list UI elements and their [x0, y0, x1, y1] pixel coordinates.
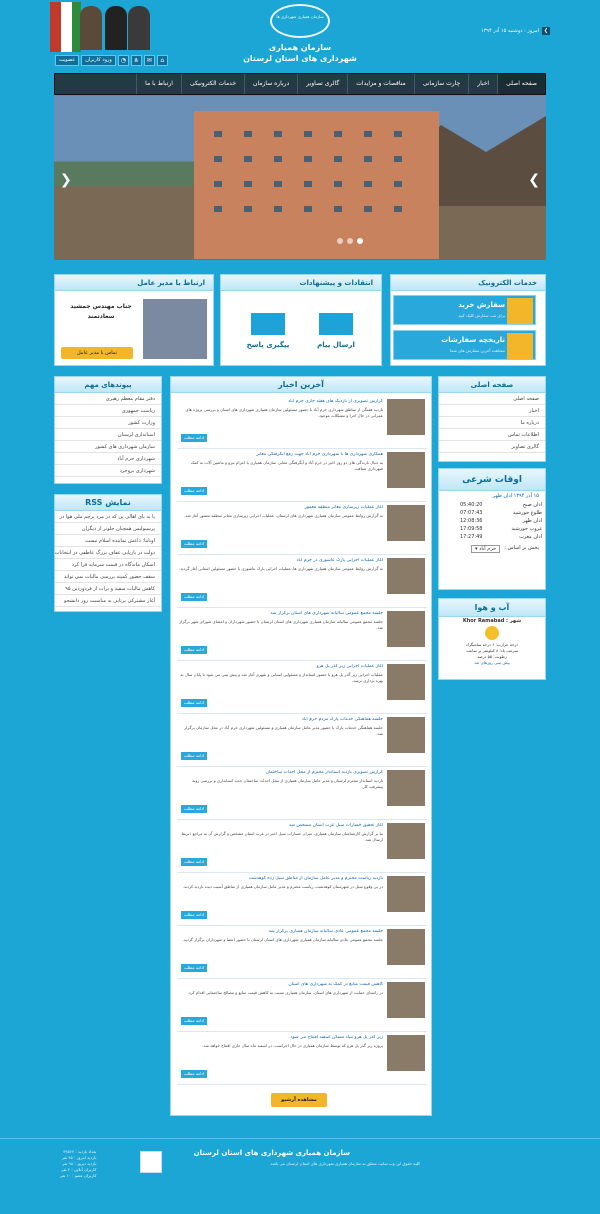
rss-panel [54, 494, 162, 612]
prayer-name: اذان مغرب [519, 534, 542, 540]
rss-item[interactable]: آغاز مشترکی پرتابی به مناسبت روز دانشجو [55, 595, 161, 607]
nav-item-chart[interactable]: چارت سازمانی [414, 74, 468, 94]
link-item[interactable]: ریاست جمهوری [55, 405, 161, 417]
read-more-button[interactable]: ادامه مطلب [181, 487, 207, 495]
news-item-title[interactable]: گزارش تصویری بازدید استاندار محترم از محل احداث ساختمان [265, 770, 383, 775]
slider-prev-arrow[interactable]: ❮ [60, 172, 72, 188]
portrait-image [80, 6, 102, 50]
site-title-line1: سازمان همیاری [268, 43, 332, 52]
news-item [177, 556, 427, 608]
slider-dot[interactable] [347, 238, 353, 244]
menu-item[interactable]: اطلاعات تماس [439, 429, 545, 441]
news-thumbnail[interactable] [387, 717, 425, 753]
eservices-title: خدمات الکترونیک [391, 275, 545, 291]
news-thumbnail[interactable] [387, 1035, 425, 1071]
weather-city: Khor Ramabad [462, 618, 505, 624]
prayer-date: ۱۵ آذر ۱۳۹۴ اذان ظهر [492, 493, 539, 499]
rss-item[interactable]: پرسپولیس همچنان جلوتر از دیگران [55, 523, 161, 535]
news-thumbnail[interactable] [387, 823, 425, 859]
news-thumbnail[interactable] [387, 558, 425, 594]
prayer-row [439, 501, 545, 509]
news-item-title[interactable]: بازدید ریاست محترم و مدیر عامل سازمان از مناطق سیل زده کوهدشت [248, 876, 383, 881]
footer-stat: بازدید امروز : ۴۵ نفر [61, 1155, 97, 1160]
link-item[interactable]: وزارت کشور [55, 417, 161, 429]
news-item-title[interactable]: زیر گذر پل هرو بنیاد مسکن اسفند افتتاح می شود [290, 1035, 383, 1040]
news-item [177, 1033, 427, 1085]
eservices-panel [390, 274, 546, 366]
main-page-title: صفحه اصلی [439, 377, 545, 393]
send-message-label[interactable]: ارسال پیام [317, 341, 355, 349]
ceo-name-line1: جناب مهندس جمشید [70, 303, 132, 310]
nav-item-gallery[interactable]: گالری تصاویر [297, 74, 347, 94]
link-item[interactable]: سازمان شهرداری های کشور [55, 441, 161, 453]
stats-chart-icon [140, 1151, 162, 1173]
slide-building-image [194, 111, 439, 259]
read-more-button[interactable]: ادامه مطلب [181, 699, 207, 707]
ceo-photo [143, 299, 207, 359]
feedback-panel [220, 274, 382, 366]
news-item-text: در راستای حمایت از شهرداری های استان، سازمان همیاری نسبت به کاهش قیمت منابع و مصالح ساختمانی اقدام کرد. [187, 990, 383, 995]
date-label: امروز : دوشنبه ۱۵ آذر ۱۳۹۴ [481, 28, 539, 34]
weather-panel [438, 598, 546, 680]
footer-stat: کاربران عضو : ۱۰ نفر [60, 1173, 97, 1178]
prayer-time: 05:40:20 [459, 502, 483, 508]
link-item[interactable]: استانداری لرستان [55, 429, 161, 441]
search-envelope-icon[interactable] [251, 313, 285, 335]
footer-stat: بازدید دیروز : ۹۸ نفر [62, 1161, 97, 1166]
news-panel [170, 376, 432, 1116]
news-item [177, 450, 427, 502]
city-select[interactable]: خرم آباد ▾ [471, 545, 500, 553]
menu-item[interactable]: اخبار [439, 405, 545, 417]
news-item-text: بنا بر گزارش کارشناسان سازمان همیاری، میزان خسارات سیل اخیر در غرب استان مشخص و گزارش آن به مراجع ذیربط ارسال شد. [181, 831, 383, 842]
news-item-title[interactable]: آغاز عملیات زیرسازی معابر منطقه معمور [304, 505, 383, 510]
news-item-title[interactable]: کاهش قیمت منابع در کمک به شهرداری های استان [288, 982, 383, 987]
history-sub: مشاهده آخرین سفارش های شما [449, 348, 505, 353]
main-page-panel [438, 376, 546, 462]
forecast-link[interactable]: پیش بینی روزهای بعد [474, 660, 510, 665]
news-thumbnail[interactable] [387, 452, 425, 488]
ceo-title: ارتباط با مدیر عامل [55, 275, 213, 291]
nav-item-home[interactable]: صفحه اصلی [497, 74, 545, 94]
news-item-title[interactable]: آغاز عملیات اجرایی پارک عاشوری در خرم آباد [296, 558, 383, 563]
rss-item[interactable]: پا به پای اهالی بن که در مرد پرچم ملی هوا در [55, 511, 161, 523]
footer-stat: کاربران آنلاین : ۲ نفر [61, 1167, 97, 1172]
news-thumbnail[interactable] [387, 929, 425, 965]
news-item-title[interactable]: همکاری شهرداری ها با شهرداری خرم آباد جهت رفع آبگرفتگی معابر [256, 452, 383, 457]
portrait-image [105, 6, 127, 50]
contact-ceo-button[interactable]: تماس با مدیر عامل [61, 347, 133, 359]
rss-item[interactable]: کاهش مالیات سفید و برات از فردوردین ۹۵ [55, 583, 161, 595]
news-thumbnail[interactable] [387, 399, 425, 435]
weather-city-label: شهر : [506, 618, 522, 624]
order-label: سفارش خرید [458, 301, 505, 309]
news-thumbnail[interactable] [387, 770, 425, 806]
header-banner-image [50, 2, 160, 52]
prayer-time: 12:08:36 [459, 518, 483, 524]
news-item [177, 927, 427, 979]
prayer-time: 17:09:58 [459, 526, 483, 532]
news-item-title[interactable]: آغاز عملیات اجرایی زیر گذر پل هرو [316, 664, 383, 669]
menu-item[interactable]: صفحه اصلی [439, 393, 545, 405]
prayer-time: 07:07:43 [459, 510, 483, 516]
news-item-text: بازدید هفتگی از مناطق شهرداری خرم آباد با حضور مسئولین سازمان همیاری شهرداری های استان و بررسی پروژه های عمرانی در حال اجرا و مشکلات موجود. [185, 407, 383, 418]
prayer-title: اوقات شرعی [439, 469, 545, 491]
news-item [177, 609, 427, 661]
ceo-name-line2: سعادتمند [87, 313, 115, 320]
news-item [177, 503, 427, 555]
weather-humidity: رطوبت: ۵۵ درصد [477, 654, 507, 659]
news-item [177, 821, 427, 873]
rss-icon[interactable]: ◔ [118, 55, 129, 66]
news-item [177, 768, 427, 820]
ceo-panel [54, 274, 214, 366]
news-item-text: پروژه زیر گذر پل هرو که توسط سازمان همیاری در حال اجراست، در اسفند ماه سال جاری افتتاح خواهد شد. [202, 1043, 383, 1048]
prayer-row [439, 517, 545, 525]
news-item-text: به گزارش روابط عمومی سازمان همیاری شهرداری های لرستان، عملیات اجرایی زیرسازی معابر منطقه معمور آغاز شد. [183, 513, 383, 518]
link-item[interactable]: دفتر مقام معظم رهبری [55, 393, 161, 405]
city-select-value: خرم آباد [479, 546, 497, 552]
news-item-title[interactable]: جلسه مجمع عمومی سالیانه شهرداری های استان برگزار شد [270, 611, 383, 616]
history-button[interactable] [393, 330, 536, 360]
link-item[interactable]: شهرداری خرم آباد [55, 453, 161, 465]
news-item-text: جلسه مجمع عمومی سالیانه سازمان همیاری شهرداری های استان لرستان با حضور شهرداران و اعضای شورای شهر برگزار شد. [179, 619, 383, 630]
menu-item[interactable]: درباره ما [439, 417, 545, 429]
weather-title: آب و هوا [439, 599, 545, 617]
home-icon[interactable]: ⌂ [157, 55, 168, 66]
news-thumbnail[interactable] [387, 982, 425, 1018]
rss-item[interactable]: اوباما: داعش نماینده اسلام نیست [55, 535, 161, 547]
link-item[interactable]: شهرداری بروجرد [55, 465, 161, 477]
sitemap-icon[interactable]: ⋔ [131, 55, 142, 66]
envelope-icon[interactable] [319, 313, 353, 335]
read-more-button[interactable]: ادامه مطلب [181, 752, 207, 760]
read-more-button[interactable]: ادامه مطلب [181, 911, 207, 919]
slider-dots [337, 238, 363, 244]
read-more-button[interactable]: ادامه مطلب [181, 858, 207, 866]
footer-stat: تعداد بازدید : ۳۴۵۶۷ [63, 1149, 97, 1154]
read-more-button[interactable]: ادامه مطلب [181, 593, 207, 601]
prayer-row [439, 525, 545, 533]
prayer-row [439, 533, 545, 541]
news-thumbnail[interactable] [387, 876, 425, 912]
prayer-name: غروب خورشید [511, 526, 542, 532]
date-bar [390, 27, 550, 35]
prayer-time: 17:27:49 [459, 534, 483, 540]
read-more-button[interactable]: ادامه مطلب [181, 540, 207, 548]
news-thumbnail[interactable] [387, 611, 425, 647]
weather-wind: سرعت باد: ۸ کیلومتر بر ساعت [465, 648, 519, 653]
prayer-panel [438, 468, 546, 590]
news-item-text: بازدید استاندار محترم لرستان و مدیر عامل سازمان همیاری از محل احداث ساختمان جدید استانداری و بررسی روند پیشرفت کار. [192, 778, 383, 789]
track-reply-label[interactable]: پیگیری پاسخ [246, 341, 290, 349]
prayer-name: اذان صبح [522, 502, 542, 508]
read-more-button[interactable]: ادامه مطلب [181, 1017, 207, 1025]
register-link[interactable]: عضویت [55, 55, 79, 66]
image-slider[interactable] [54, 96, 546, 260]
footer-copyright: کلیه حقوق این وب سایت متعلق به سازمان همیاری شهرداری های استان لرستان می باشد [270, 1161, 420, 1166]
archive-button[interactable]: مشاهده آرشیو [271, 1093, 327, 1107]
rss-title: نمایش RSS [55, 495, 161, 511]
news-title: آخرین اخبار [171, 377, 431, 393]
news-item [177, 715, 427, 767]
header [0, 0, 600, 72]
mail-icon[interactable]: ✉ [144, 55, 155, 66]
news-item-title[interactable]: جلسه هماهنگی خدمات پارک مردم خرم آباد [301, 717, 383, 722]
nav-item-eservices[interactable]: خدمات الکترونیکی [181, 74, 244, 94]
prayer-name: اذان ظهر [522, 518, 542, 524]
news-item [177, 980, 427, 1032]
news-thumbnail[interactable] [387, 505, 425, 541]
rss-item[interactable]: سقف حضور کمیته بررسی مالیات نمی تواند [55, 571, 161, 583]
news-item-title[interactable]: گزارش تصویری از بازدیگ های هفته جاری خرم آباد [288, 399, 383, 404]
site-logo[interactable] [270, 4, 330, 38]
weather-temp: درجه حرارت: ۶ درجه سانتیگراد [465, 642, 519, 647]
prayer-name: طلوع خورشید [512, 510, 542, 516]
slider-dot[interactable] [357, 238, 363, 244]
city-prompt: پخش بر اساس : [504, 545, 539, 551]
news-item-title[interactable]: آغاز تحقیق خسارات سیل غرب استان مشخص شد [288, 823, 383, 828]
chevron-right-icon[interactable]: ❯ [543, 28, 549, 34]
prayer-row [439, 509, 545, 517]
footer-title: سازمان همیاری شهرداری های استان لرستان [193, 1149, 350, 1157]
cart-icon [507, 298, 533, 324]
rss-item[interactable]: اسکان ماندگاه در قیمت سرمایه فرا کرد [55, 559, 161, 571]
nav-item-tenders[interactable]: مناقصات و مزایدات [347, 74, 413, 94]
news-item-text: به دنبال بارندگی های دو روز اخیر در خرم آباد و آبگرفتگی معابر، سازمان همیاری با اعزام نیرو و ماشین آلات به کمک شهرداری شتافت. [190, 460, 383, 471]
nav-item-contact[interactable]: ارتباط با ما [136, 74, 181, 94]
news-item-text: جلسه مجمع عمومی عادی سالیانه سازمان همیاری شهرداری های استان لرستان با حضور اعضا و شهرداران برگزار گردید. [182, 937, 383, 942]
read-more-button[interactable]: ادامه مطلب [181, 646, 207, 654]
news-item-text: جلسه هماهنگی خدمات پارک با حضور مدیر عامل سازمان همیاری و مسئولین شهرداری خرم آباد در محل سازمان برگزار شد. [184, 725, 383, 736]
links-title: پیوندهای مهم [55, 377, 161, 393]
read-more-button[interactable]: ادامه مطلب [181, 964, 207, 972]
news-item-text: در پی وقوع سیل در شهرستان کوهدشت، ریاست محترم و مدیر عامل سازمان همیاری از مناطق آسیب دیده بازدید کردند. [182, 884, 383, 889]
site-title-line2: شهرداری های استان لرستان [243, 54, 357, 63]
news-item [177, 662, 427, 714]
nav-item-news[interactable]: اخبار [468, 74, 497, 94]
grid-icon [507, 333, 533, 359]
slider-next-arrow[interactable]: ❯ [528, 172, 540, 188]
sun-icon [485, 626, 499, 640]
history-label: تاریخچه سفارشات [441, 336, 505, 344]
site-title [230, 42, 370, 64]
news-item [177, 397, 427, 449]
news-item-text: عملیات اجرایی زیر گذر پل هرو با حضور استاندار و مسئولین استانی و شهری آغاز شد و پیش بینی می شود تا پایان سال به بهره برداری برسد. [180, 672, 383, 683]
news-item-text: به گزارش روابط عمومی سازمان همیاری شهرداری ها، عملیات اجرایی پارک عاشوری با حضور مسئولین استانی آغاز گردید. [178, 566, 383, 571]
prayer-table [439, 501, 545, 541]
read-more-button[interactable]: ادامه مطلب [181, 434, 207, 442]
order-sub: برای ثبت سفارش کلیک کنید [458, 313, 505, 318]
utility-bar [55, 55, 168, 67]
nav-item-about[interactable]: درباره سازمان [244, 74, 297, 94]
login-link[interactable]: ورود کاربران [81, 55, 116, 66]
feedback-title: انتقادات و پیشنهادات [221, 275, 381, 291]
footer [0, 1138, 600, 1198]
news-item-title[interactable]: جلسه مجمع عمومی عادی سالیانه سازمان همیاری برگزار شد [268, 929, 383, 934]
read-more-button[interactable]: ادامه مطلب [181, 1070, 207, 1078]
portrait-image [128, 6, 150, 50]
read-more-button[interactable]: ادامه مطلب [181, 805, 207, 813]
news-thumbnail[interactable] [387, 664, 425, 700]
news-item [177, 874, 427, 926]
main-nav [54, 73, 546, 95]
logo-text: سازمان همیاری شهرداری ها [276, 14, 324, 19]
slider-dot[interactable] [337, 238, 343, 244]
rss-item[interactable]: دولت در بازیابی عفاف بزرگ عاطفی در انتخابات [55, 547, 161, 559]
menu-item[interactable]: گالری تصاویر [439, 441, 545, 453]
order-button[interactable] [393, 295, 536, 325]
links-panel [54, 376, 162, 484]
